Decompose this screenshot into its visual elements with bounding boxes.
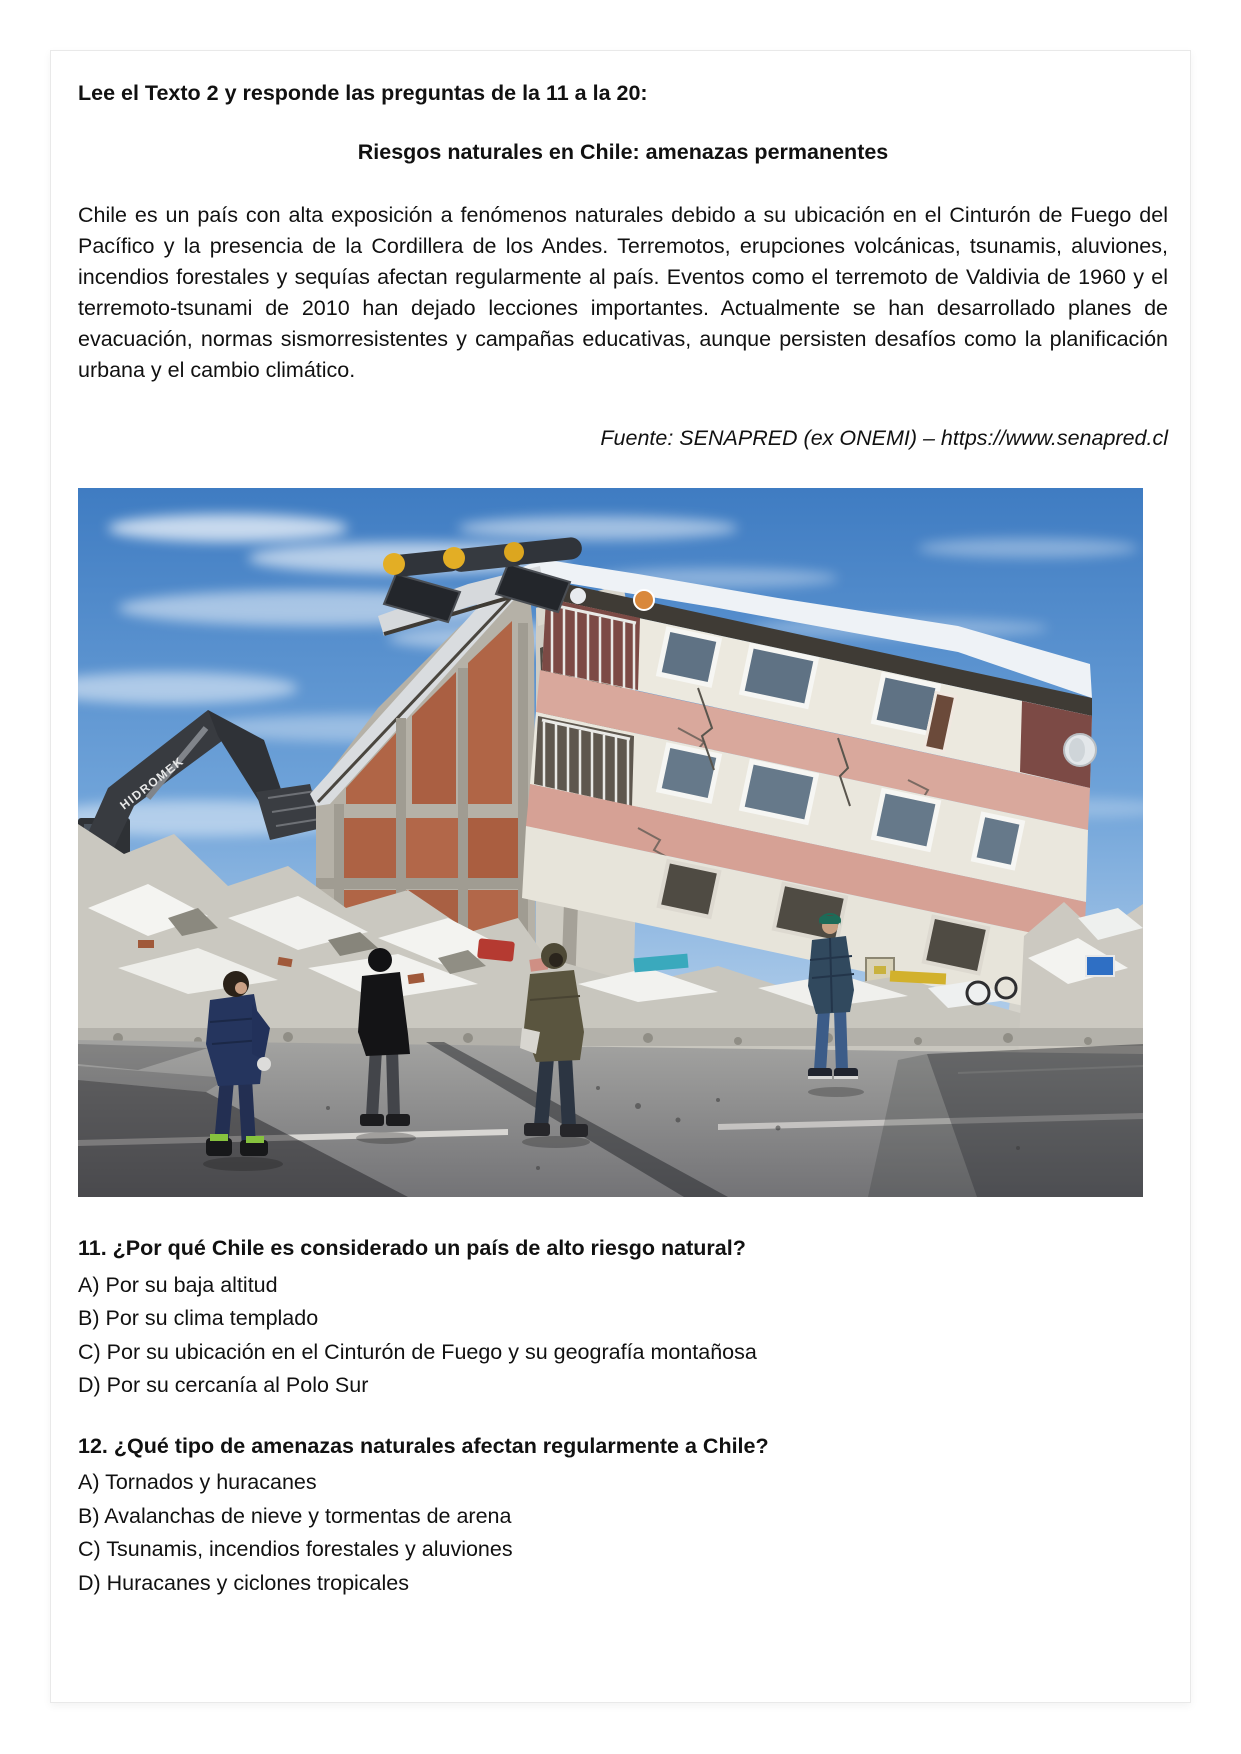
earthquake-photo-svg [78,488,1143,1197]
question-12-option-d: D) Huracanes y ciclones tropicales [78,1570,409,1595]
question-block-12 [78,1430,1168,1601]
earthquake-photo [78,488,1143,1197]
source-line: Fuente: SENAPRED (ex ONEMI) – https://www.senapred.cl [600,426,1168,450]
question-11-option-b: B) Por su clima templado [78,1306,319,1330]
document-card [50,50,1191,1703]
reading-title: Riesgos naturales en Chile: amenazas permanentes [357,140,889,164]
instruction-text: Lee el Texto 2 y responde las preguntas de la 11 a la 20: [78,81,648,105]
question-11-label: 11. ¿Por qué Chile es considerado un país de alto riesgo natural? [78,1236,746,1260]
excavator-brand-text: HIDROMEK [117,753,187,813]
question-block-11 [78,1232,1168,1403]
reading-body: Chile es un país con alta exposición a fenómenos naturales debido a su ubicación en el Cinturón de Fuego del Pacífico y la presencia de la Cordillera de los Andes. Terremotos, erupciones volcánicas, tsunamis, aluviones, incendios forestales y sequías afectan regularmente al país. Eventos como el terremoto de Valdivia de 1960 y el terremoto-tsunami de 2010 han dejado lecciones importantes. Actualmente se han desarrollado planes de evacuación, normas sismorresistentes y campañas educativas, aunque persisten desafíos como la planificación urbana y el cambio climático. [78,203,1168,382]
question-12-option-c: C) Tsunamis, incendios forestales y aluviones [78,1537,513,1561]
question-11-option-d: D) Por su cercanía al Polo Sur [78,1373,369,1397]
question-12-option-a: A) Tornados y huracanes [78,1470,317,1494]
question-12-label: 12. ¿Qué tipo de amenazas naturales afectan regularmente a Chile? [78,1433,769,1458]
question-11-option-c: C) Por su ubicación en el Cinturón de Fuego y su geografía montañosa [78,1339,757,1364]
question-11-option-a: A) Por su baja altitud [78,1272,278,1297]
question-12-option-b: B) Avalanchas de nieve y tormentas de arena [78,1503,512,1528]
